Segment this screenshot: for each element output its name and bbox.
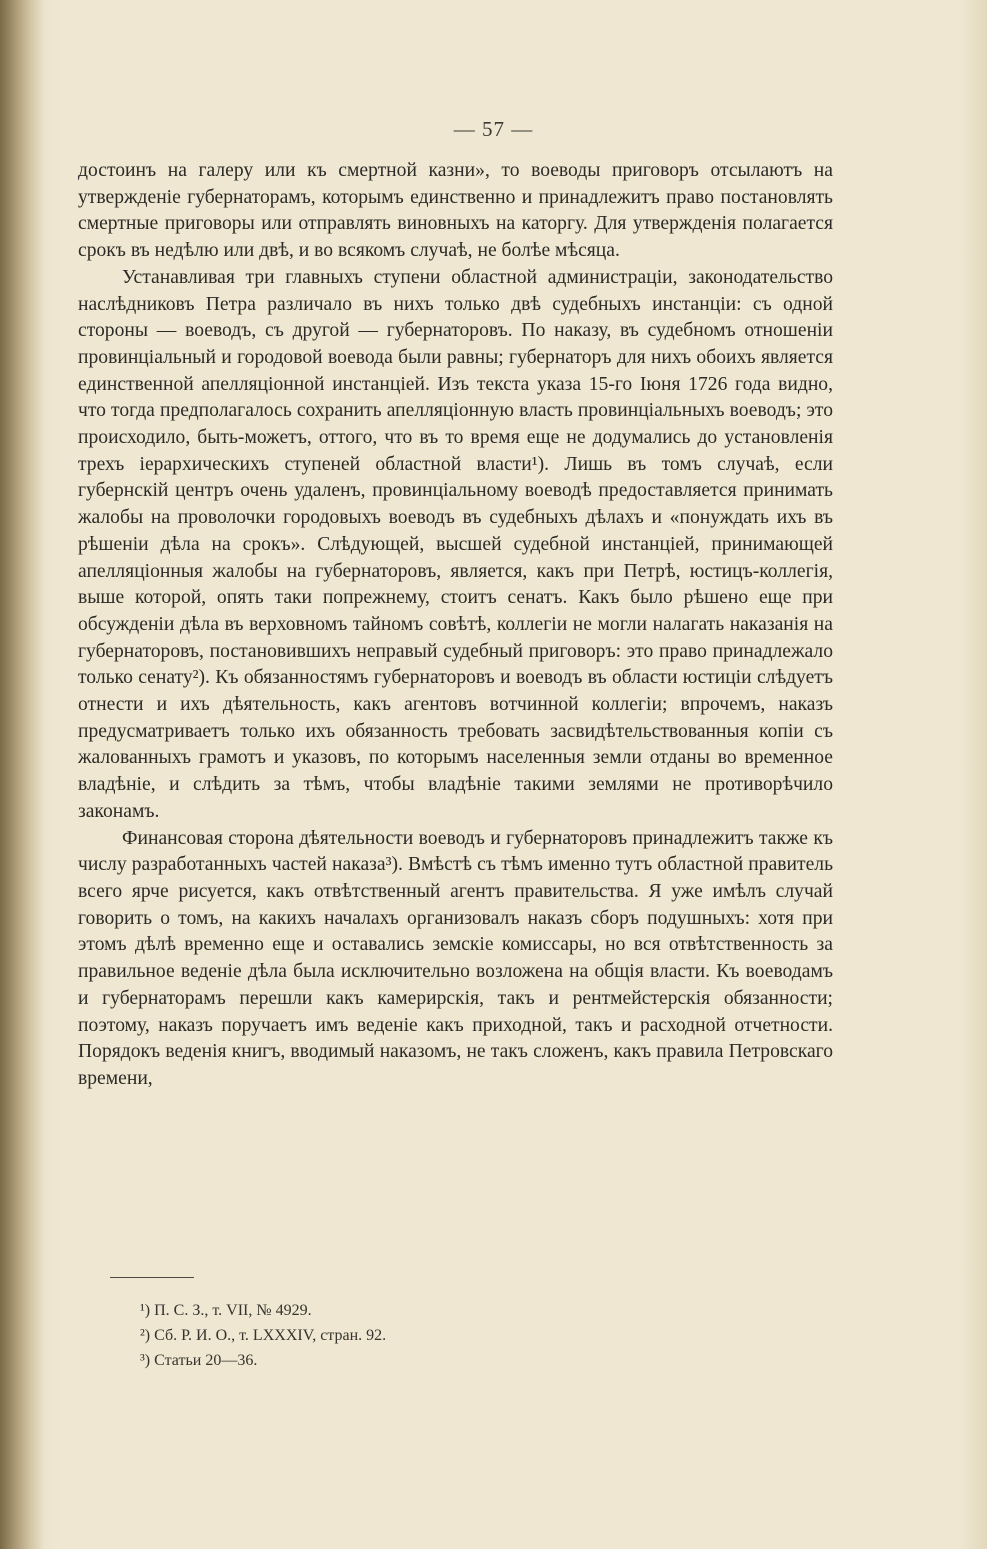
footnote-3: ³) Статьи 20—36. — [140, 1352, 258, 1369]
footnote-2: ²) Сб. Р. И. О., т. LXXXIV, стран. 92. — [140, 1327, 387, 1344]
paragraph-2: Устанавливая три главныхъ ступени областной администраціи, законодательство наслѣдниковъ Петра различало въ нихъ только двѣ судебныхъ инстанціи: съ одной стороны — воеводъ, съ другой — губернаторовъ. По наказу, въ судебномъ отношеніи провинціальный и городовой воевода были равны; губернаторъ для нихъ обоихъ является единственной апелляціонной инстанціей. Изъ текста указа 15-го Іюня 1726 года видно, что тогда предполагалось сохранить апелляціонную власть провинціальныхъ воеводъ; это происходило, быть-можетъ, оттого, что въ то время еще не додумались до установленія трехъ іерархическихъ ступеней областной власти¹). Лишь въ томъ случаѣ, если губернскій центръ очень удаленъ, провинціальному воеводѣ предоставляется принимать жалобы на проволочки городовыхъ воеводъ въ судебныхъ дѣлахъ и «понуждать ихъ въ рѣшеніи дѣла на срокъ». Слѣдующей, высшей судебной инстанціей, принимающей апелляціонныя жалобы на губернаторовъ, является, какъ при Петрѣ, юстицъ-коллегія, выше которой, опять таки попрежнему, стоитъ сенатъ. Какъ было рѣшено еще при обсужденіи дѣла въ верховномъ тайномъ совѣтѣ, коллегіи не могли налагать наказанія на губернаторовъ, постановившихъ неправый судебный приговоръ: это право принадлежало только сенату²). Къ обязанностямъ губернаторовъ и воеводъ въ области юстиціи слѣдуетъ отнести и ихъ дѣятельность, какъ агентовъ вотчинной коллегіи; впрочемъ, наказъ предусматриваетъ только ихъ обязанность требовать засвидѣтельствованныя копіи съ жалованныхъ грамотъ и указовъ, по которымъ населенныя земли отданы во временное владѣніе, и слѣдить за тѣмъ, чтобы владѣніе такими землями не противорѣчило законамъ. — [78, 266, 833, 822]
binding-gutter — [0, 0, 44, 1549]
footnote-separator — [110, 1277, 194, 1278]
paragraph-1: достоинъ на галеру или къ смертной казни», то воеводы приговоръ отсылаютъ на утвержденіе губернаторамъ, которымъ единственно и принадлежитъ право постановлять смертные приговоры или отправлять виновныхъ на каторгу. Для утвержденія полагается срокъ въ недѣлю или двѣ, и во всякомъ случаѣ, не болѣе мѣсяца. — [78, 160, 833, 262]
paragraph-3: Финансовая сторона дѣятельности воеводъ и губернаторовъ принадлежитъ также къ числу разработанныхъ частей наказа³). Вмѣстѣ съ тѣмъ именно тутъ областной правитель всего ярче рисуется, какъ отвѣтственный агентъ правительства. Я уже имѣлъ случай говорить о томъ, на какихъ началахъ организовалъ наказъ сборъ подушныхъ: хотя при этомъ дѣлѣ временно еще и оставались земскіе комиссары, но вся отвѣтственность за правильное веденіе дѣла была исключительно возложена на общія власти. Къ воеводамъ и губернаторамъ перешли какъ камерирскія, такъ и рентмейстерскія обязанности; поэтому, наказъ поручаетъ имъ веденіе какъ приходной, такъ и расходной отчетности. Порядокъ веденія книгъ, вводимый наказомъ, не такъ сложенъ, какъ правила Петровскаго времени, — [78, 827, 833, 1089]
footnote-1: ¹) П. С. З., т. VII, № 4929. — [140, 1302, 312, 1319]
footnotes — [140, 1298, 740, 1373]
page-number: — 57 — — [453, 117, 534, 141]
body-text — [78, 158, 833, 1093]
